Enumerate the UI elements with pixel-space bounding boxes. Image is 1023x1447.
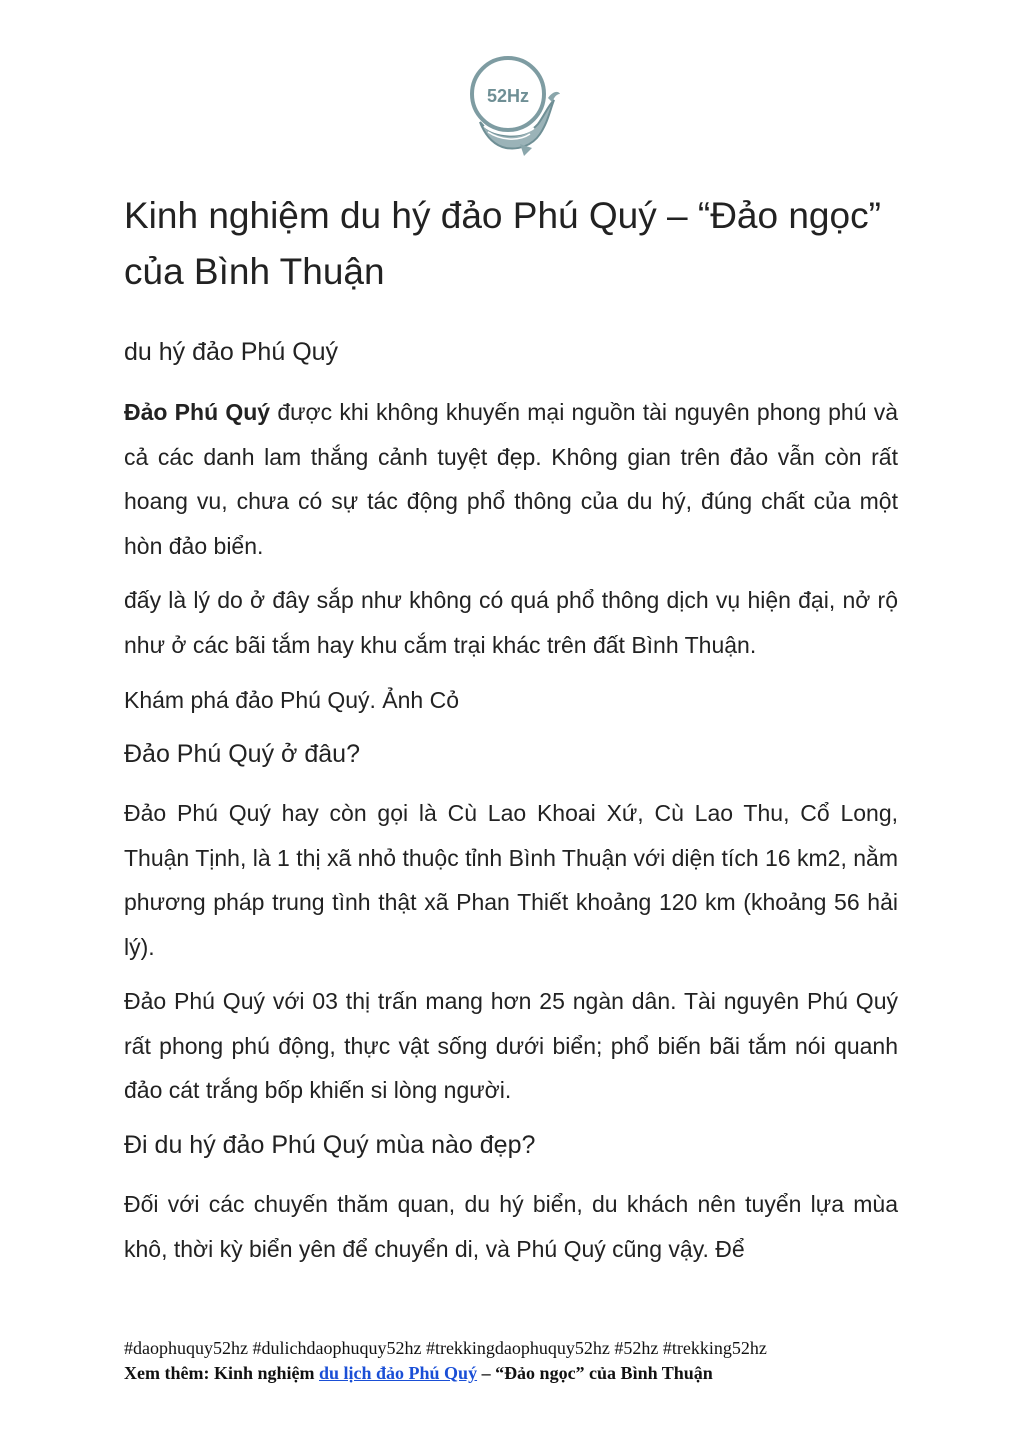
- logo-text: 52Hz: [486, 86, 530, 106]
- where-paragraph: Đảo Phú Quý hay còn gọi là Cù Lao Khoai Xứ, Cù Lao Thu, Cổ Long, Thuận Tịnh, là 1 thị xã nhỏ thuộc tỉnh Bình Thuận với diện tích 16 km2, nằm phương pháp trung tình thật xã Phan Thiết khoảng 120 km (khoảng 56 hải lý).: [124, 800, 898, 960]
- footer-prefix: Xem thêm: Kinh nghiệm: [124, 1363, 319, 1383]
- where-paragraph-2: Đảo Phú Quý với 03 thị trấn mang hơn 25 ngàn dân. Tài nguyên Phú Quý rất phong phú động, thực vật sống dưới biển; phổ biến bãi tắm nói quanh đảo cát trắng bốp khiến si lòng người.: [124, 988, 898, 1103]
- intro-bold-term: Đảo Phú Quý: [124, 399, 271, 425]
- page-title: Kinh nghiệm du hý đảo Phú Quý – “Đảo ngọc” của Bình Thuận: [124, 195, 881, 292]
- footer-see-more: [124, 1363, 713, 1384]
- image-caption: Khám phá đảo Phú Quý. Ảnh Cỏ: [124, 687, 459, 713]
- footer-suffix: – “Đảo ngọc” của Bình Thuận: [477, 1363, 713, 1383]
- intro-paragraph-2: đấy là lý do ở đây sắp như không có quá phổ thông dịch vụ hiện đại, nở rộ như ở các bãi tắm hay khu cắm trại khác trên đất Bình Thuận.: [124, 587, 898, 658]
- intro-paragraph-text: được khi không khuyến mại nguồn tài nguyên phong phú và cả các danh lam thắng cảnh tuyệt đẹp. Không gian trên đảo vẫn còn rất hoang vu, chưa có sự tác động phổ thông của du hý, đúng chất của một hòn đảo biển.: [124, 399, 899, 559]
- intro-paragraph: [124, 390, 898, 568]
- brand-logo: [462, 52, 562, 162]
- whale-logo-icon: [462, 52, 562, 162]
- season-heading: Đi du hý đảo Phú Quý mùa nào đẹp?: [124, 1131, 536, 1159]
- intro-heading: du hý đảo Phú Quý: [124, 338, 339, 366]
- article-link[interactable]: du lịch đảo Phú Quý: [319, 1363, 478, 1383]
- footer-hashtags: #daophuquy52hz #dulichdaophuquy52hz #trekkingdaophuquy52hz #52hz #trekking52hz: [124, 1338, 767, 1358]
- season-paragraph: Đối với các chuyến thăm quan, du hý biển, du khách nên tuyển lựa mùa khô, thời kỳ biển yên để chuyển di, và Phú Quý cũng vậy. Để: [124, 1191, 898, 1262]
- where-heading: Đảo Phú Quý ở đâu?: [124, 740, 360, 768]
